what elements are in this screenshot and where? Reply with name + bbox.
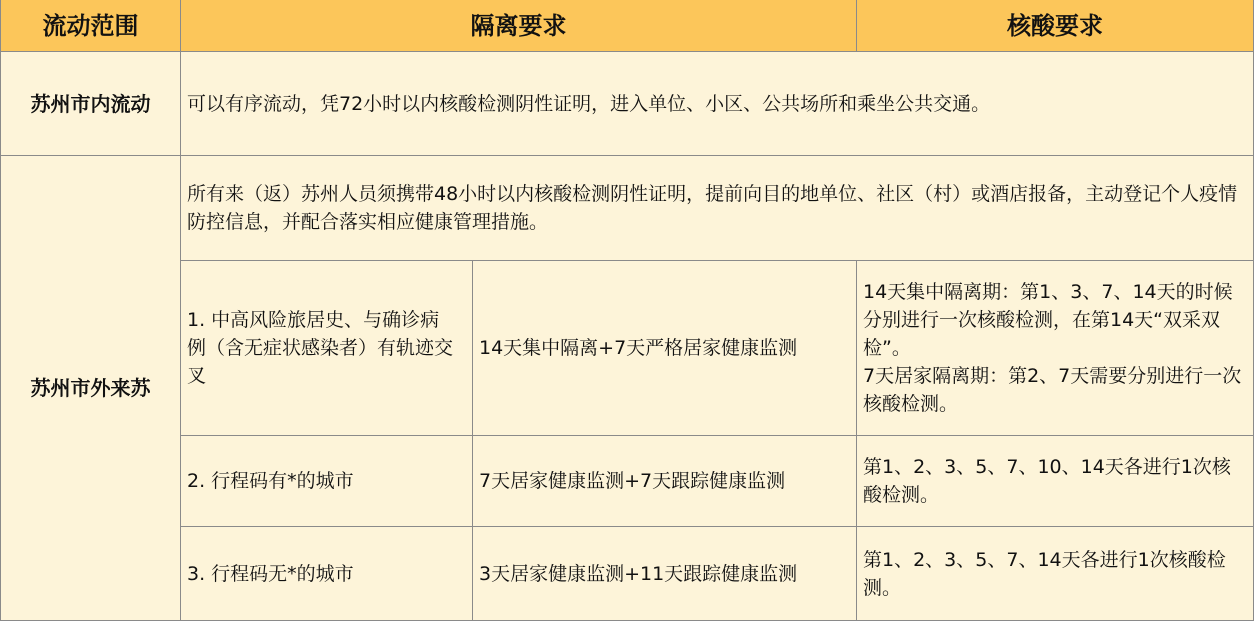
- header-scope: 流动范围: [0, 0, 181, 52]
- row-label-within: 苏州市内流动: [0, 52, 181, 156]
- case-2-condition: 2. 行程码有*的城市: [181, 436, 473, 527]
- case-2-isolation: 7天居家健康监测+7天跟踪健康监测: [473, 436, 857, 527]
- case-2-test: 第1、2、3、5、7、10、14天各进行1次核酸检测。: [857, 436, 1254, 527]
- row-label-outside: 苏州市外来苏: [0, 156, 181, 621]
- case-1-test-line2: 7天居家隔离期：第2、7天需要分别进行一次核酸检测。: [863, 365, 1242, 415]
- header-isolation: 隔离要求: [181, 0, 857, 52]
- case-1-test: [857, 261, 1254, 436]
- case-1-condition: 1. 中高风险旅居史、与确诊病例（含无症状感染者）有轨迹交叉: [181, 261, 473, 436]
- row-text-within: 可以有序流动，凭72小时以内核酸检测阴性证明，进入单位、小区、公共场所和乘坐公共交通。: [181, 52, 1254, 156]
- case-1-test-line1: 14天集中隔离期：第1、3、7、14天的时候分别进行一次核酸检测，在第14天“双采双检”。: [863, 281, 1233, 359]
- case-1-isolation: 14天集中隔离+7天严格居家健康监测: [473, 261, 857, 436]
- case-3-test: 第1、2、3、5、7、14天各进行1次核酸检测。: [857, 527, 1254, 621]
- row-text-outside-general: 所有来（返）苏州人员须携带48小时以内核酸检测阴性证明，提前向目的地单位、社区（村）或酒店报备，主动登记个人疫情防控信息，并配合落实相应健康管理措施。: [181, 156, 1254, 261]
- case-3-condition: 3. 行程码无*的城市: [181, 527, 473, 621]
- case-3-isolation: 3天居家健康监测+11天跟踪健康监测: [473, 527, 857, 621]
- header-test: 核酸要求: [857, 0, 1254, 52]
